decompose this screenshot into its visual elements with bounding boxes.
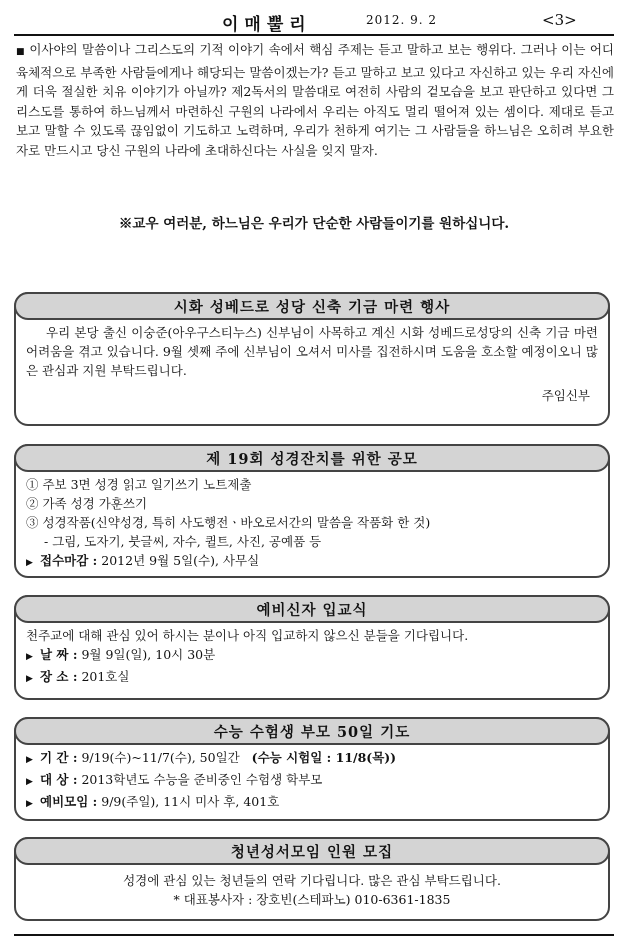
emphasis-line: ※교우 여러분, 하느님은 우리가 단순한 사람들이기를 원하십니다. (118, 216, 510, 232)
list-item: ① 주보 3면 성경 읽고 일기쓰기 노트제출 (26, 477, 252, 492)
event-box-exam-prayer (14, 717, 610, 821)
header-rule (14, 34, 614, 36)
newsletter-title: 이매뿔리 (222, 15, 312, 35)
issue-date: 2012. 9. 2 (366, 13, 438, 27)
sub-item: - 그림, 도자기, 붓글씨, 자수, 퀼트, 사진, 공예품 등 (44, 534, 322, 549)
event-box-youth-bible (14, 837, 610, 921)
box-title: 시화 성베드로 성당 신축 기금 마련 행사 (14, 292, 610, 320)
triangle-bullet-icon: ▶ (26, 558, 33, 568)
box-title: 수능 수험생 부모 50일 기도 (14, 717, 610, 745)
date-value: 9월 9일(일), 10시 30분 (81, 647, 216, 662)
place-value: 201호실 (81, 669, 130, 684)
event-box-catechumen (14, 595, 610, 700)
square-bullet-icon: ■ (16, 47, 25, 57)
triangle-bullet-icon: ▶ (26, 652, 33, 662)
period-label: 기 간 : (40, 750, 78, 765)
triangle-bullet-icon: ▶ (26, 799, 33, 809)
box-title: 예비신자 입교식 (14, 595, 610, 623)
page-header (14, 10, 614, 35)
triangle-bullet-icon: ▶ (26, 674, 33, 684)
signature: 주임신부 (541, 388, 590, 403)
contact-line: * 대표봉사자 : 장호빈(스테파노) 010-6361-1835 (173, 892, 451, 907)
box-text: 성경에 관심 있는 청년들의 연락 기다립니다. 많은 관심 부탁드립니다. (123, 873, 501, 888)
footer-rule (14, 934, 614, 936)
exam-date-note: (수능 시험일 : 11/8(목)) (251, 750, 397, 765)
place-label: 장 소 : (40, 669, 78, 684)
intro-paragraph (16, 40, 614, 160)
box-text: 우리 본당 출신 이숭준(아우구스티누스) 신부님이 사목하고 계신 시화 성베드로성당의 신축 기금 마련 어려움을 겪고 있습니다. 9월 셋째 주에 신부님이 오셔서 미사를 집전하시며 도움을 호소할 예정이오니 많은 관심과 지원 부탁드립니다. (26, 325, 598, 378)
event-box-bible-festival (14, 444, 610, 578)
triangle-bullet-icon: ▶ (26, 755, 33, 765)
triangle-bullet-icon: ▶ (26, 777, 33, 787)
box-text: 천주교에 대해 관심 있어 하시는 분이나 아직 입교하지 않으신 분들을 기다립니다. (26, 628, 469, 643)
page-number: <3> (542, 11, 577, 29)
list-item: ② 가족 성경 가훈쓰기 (26, 496, 148, 511)
intro-text: 이사야의 말씀이나 그리스도의 기적 이야기 속에서 핵심 주제는 듣고 말하고 보는 행위다. 그러나 이는 어디 육체적으로 부족한 사람들에게나 해당되는 말씀이겠는가? 듣고 말하고 보고 있다고 자신하고 있는 우리 자신에게 더욱 절실한 치유 이야기가 아닐까? 제2독서의 말씀대로 여전히 사람의 겉모습을 보고 판단하고 있다면 그리스도를 통하여 하느님께서 마련하신 구원의 나라에서 우리는 아직도 멀리 떨어져 있는 셈이다. 제대로 듣고 보고 말할 수 있도록 끊임없이 기도하고 노력하며, 우리가 천하게 여기는 그 사람들을 하느님은 오히려 부요한 자로 만드시고 당신 구원의 나라에 초대하신다는 사실을 잊지 말자. (16, 42, 614, 158)
deadline-label: 접수마감 : (40, 553, 98, 568)
pre-meeting-label: 예비모임 : (40, 794, 98, 809)
box-title: 청년성서모임 인원 모집 (14, 837, 610, 865)
target-label: 대 상 : (40, 772, 78, 787)
deadline-value: 2012년 9월 5일(수), 사무실 (101, 553, 260, 568)
date-label: 날 짜 : (40, 647, 78, 662)
target-value: 2013학년도 수능을 준비중인 수험생 학부모 (81, 772, 323, 787)
list-item: ③ 성경작품(신약성경, 특히 사도행전ㆍ바오로서간의 말씀을 작품화 한 것) (26, 515, 431, 530)
pre-meeting-value: 9/9(주일), 11시 미사 후, 401호 (101, 794, 280, 809)
box-title: 제 19회 성경잔치를 위한 공모 (14, 444, 610, 472)
event-box-fundraiser (14, 292, 610, 426)
period-value: 9/19(수)~11/7(수), 50일간 (81, 750, 240, 765)
